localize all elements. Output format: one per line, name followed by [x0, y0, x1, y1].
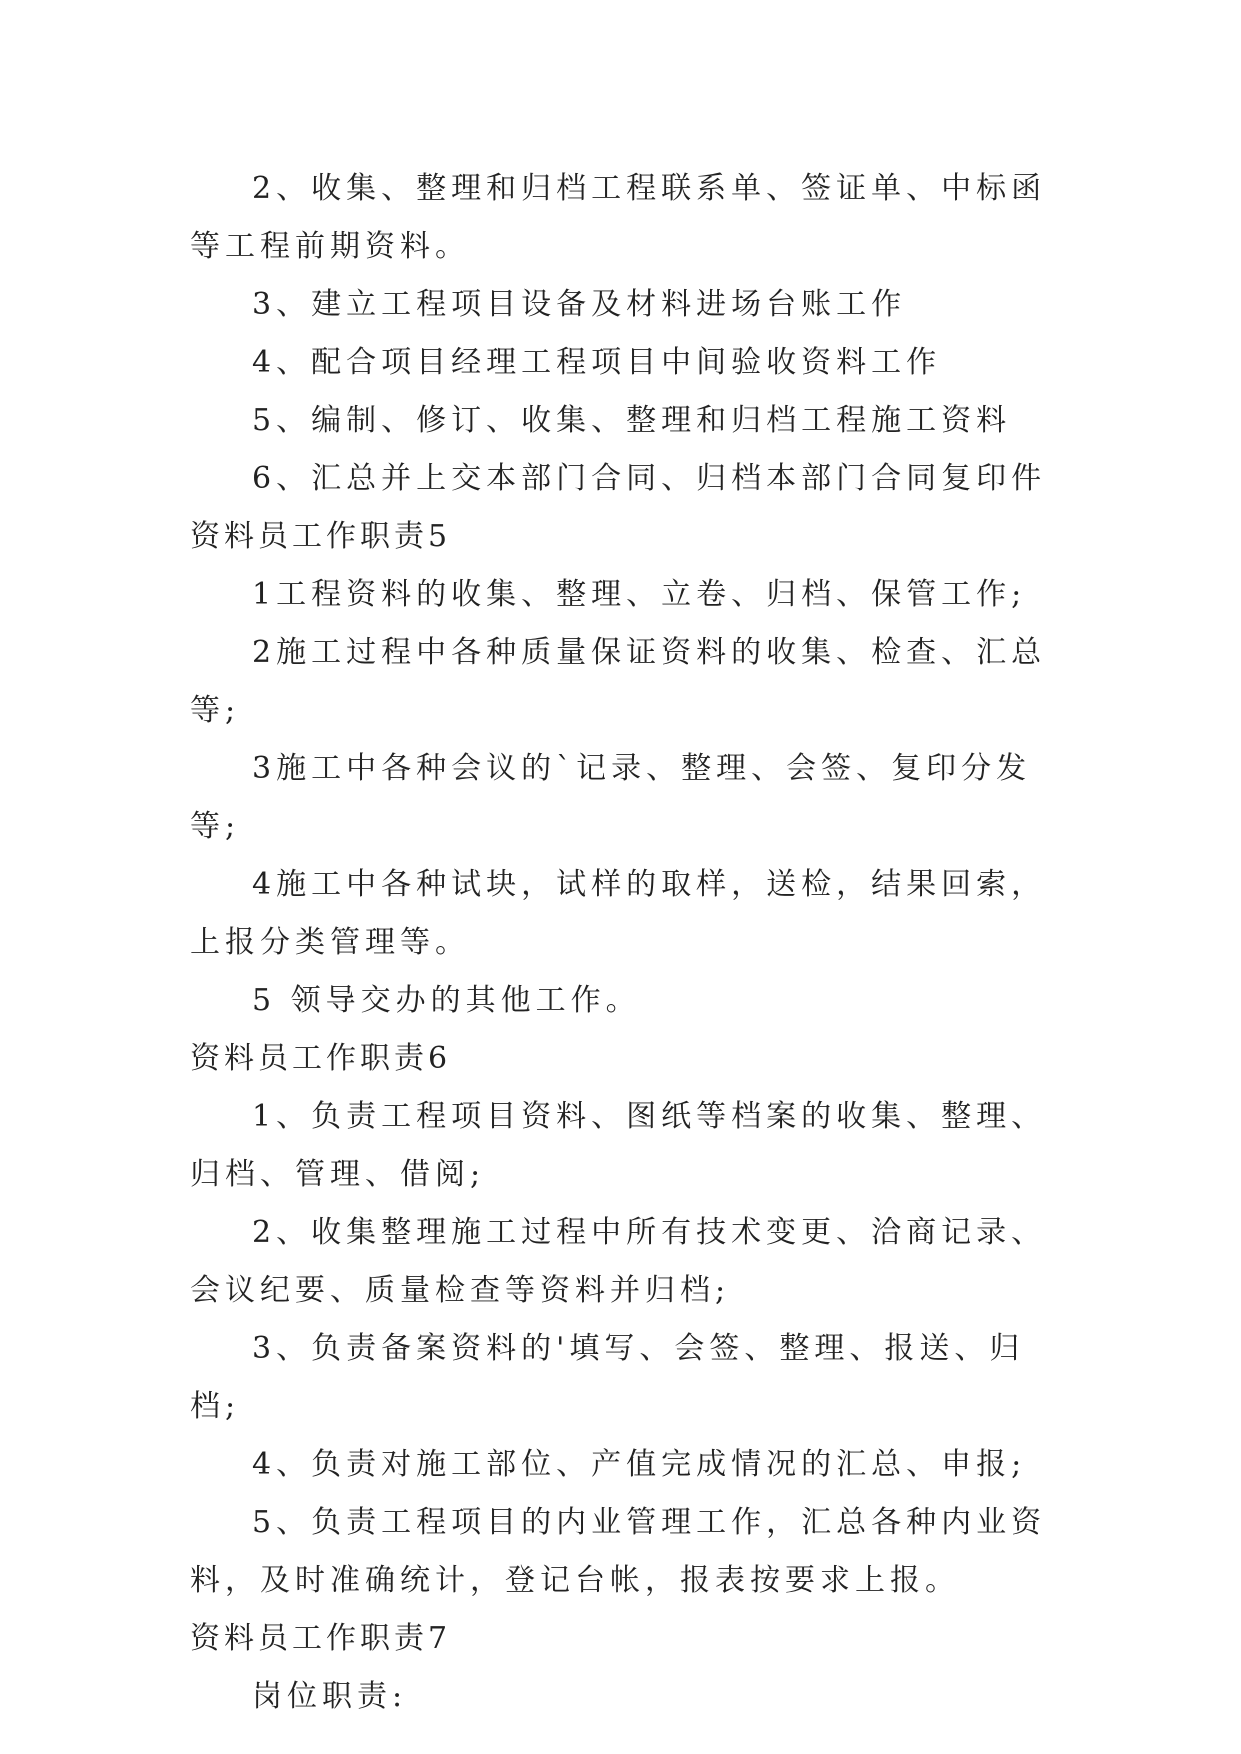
- document-body: [190, 160, 1070, 1726]
- paragraph-item: 5、负责工程项目的内业管理工作，汇总各种内业资料，及时准确统计，登记台帐，报表按要求上报。: [190, 1505, 1047, 1598]
- paragraph-item: 3施工中各种会议的`记录、整理、会签、复印分发等;: [190, 751, 1032, 844]
- paragraph-item: 1、负责工程项目资料、图纸等档案的收集、整理、归档、管理、借阅;: [190, 1099, 1047, 1192]
- paragraph-item: 1工程资料的收集、整理、立卷、归档、保管工作;: [252, 577, 1027, 612]
- paragraph-item: 5 领导交办的其他工作。: [252, 983, 641, 1018]
- paragraph-item: 4、配合项目经理工程项目中间验收资料工作: [252, 345, 942, 380]
- section-heading: 资料员工作职责6: [190, 1041, 452, 1076]
- paragraph-item: 岗位职责:: [252, 1679, 408, 1714]
- paragraph-item: 2、收集、整理和归档工程联系单、签证单、中标函等工程前期资料。: [190, 171, 1047, 264]
- paragraph-item: 2、收集整理施工过程中所有技术变更、洽商记录、会议纪要、质量检查等资料并归档;: [190, 1215, 1047, 1308]
- paragraph-item: 5、编制、修订、收集、整理和归档工程施工资料: [252, 403, 1012, 438]
- paragraph-item: 4、负责对施工部位、产值完成情况的汇总、申报;: [252, 1447, 1027, 1482]
- paragraph-item: 2施工过程中各种质量保证资料的收集、检查、汇总等;: [190, 635, 1047, 728]
- paragraph-item: 4施工中各种试块，试样的取样，送检，结果回索，上报分类管理等。: [190, 867, 1047, 960]
- paragraph-item: 6、汇总并上交本部门合同、归档本部门合同复印件: [252, 461, 1047, 496]
- paragraph-item: 3、建立工程项目设备及材料进场台账工作: [252, 287, 907, 322]
- section-heading: 资料员工作职责5: [190, 519, 452, 554]
- section-heading: 资料员工作职责7: [190, 1621, 452, 1656]
- paragraph-item: 3、负责备案资料的'填写、会签、整理、报送、归档;: [190, 1331, 1025, 1424]
